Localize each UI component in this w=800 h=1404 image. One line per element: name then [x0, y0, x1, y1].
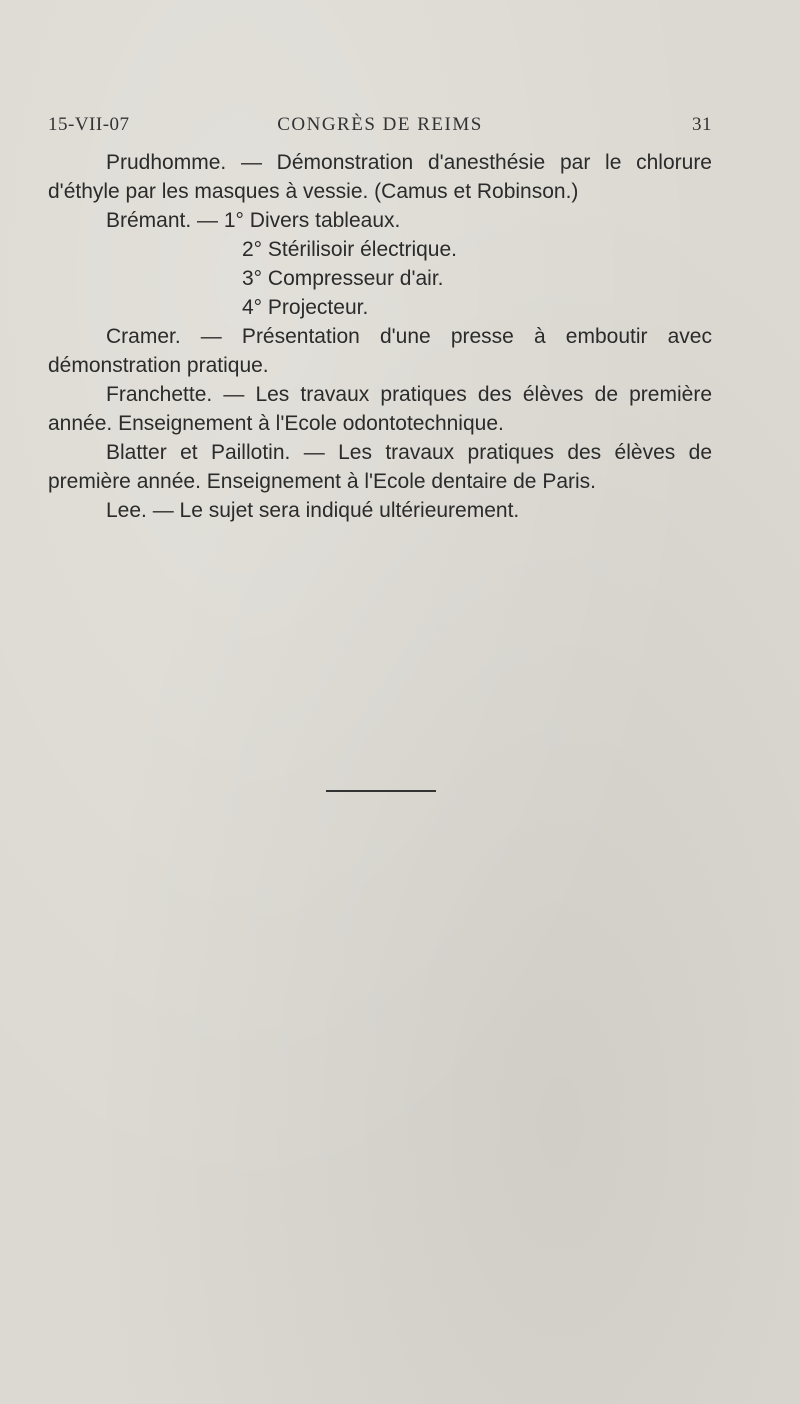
section-divider-rule: [326, 790, 436, 792]
entry-bremant-item-4: 4° Projecteur.: [242, 296, 369, 319]
page-number: 31: [692, 114, 712, 135]
entry-blatter-paillotin: Blatter et Paillotin. — Les travaux pratiques des élèves de première année. Enseignement à l'Ecole dentaire de Paris.: [48, 441, 712, 493]
entry-cramer: Cramer. — Présentation d'une presse à emboutir avec démonstration pratique.: [48, 325, 712, 377]
entry-franchette: Franchette. — Les travaux pratiques des élèves de première année. Enseignement à l'Ecole odontotechnique.: [48, 383, 712, 435]
entry-prudhomme: Prudhomme. — Démonstration d'anesthésie par le chlorure d'éthyle par les masques à vessie. (Camus et Robinson.): [48, 151, 712, 203]
entry-bremant-item-3: 3° Compresseur d'air.: [242, 267, 444, 290]
header-date: 15-VII-07: [48, 114, 130, 135]
entry-bremant: Brémant. — 1° Divers tableaux.: [106, 209, 401, 232]
entry-lee: Lee. — Le sujet sera indiqué ultérieurement.: [106, 499, 520, 522]
header-title: CONGRÈS DE REIMS: [277, 114, 483, 135]
entry-bremant-item-2: 2° Stérilisoir électrique.: [242, 238, 457, 261]
running-header: [48, 114, 712, 144]
body-text: [48, 148, 712, 525]
